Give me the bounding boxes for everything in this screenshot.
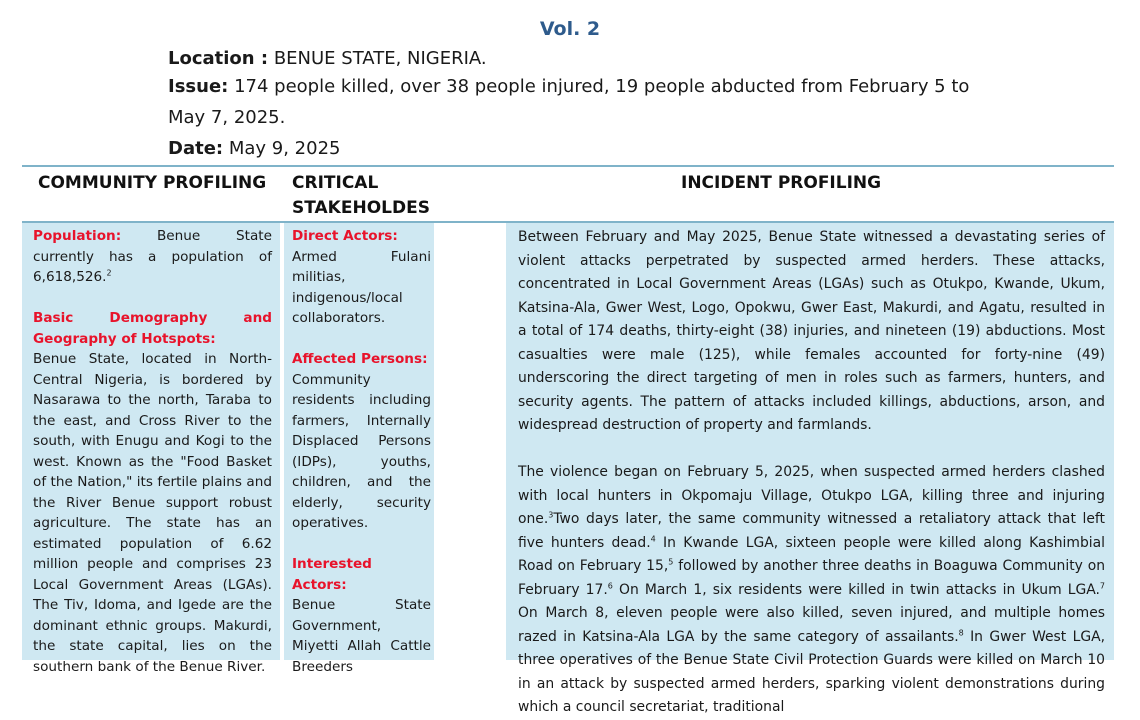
community-profiling-cell [33,226,272,677]
interested-actors-text: Benue State Government, Miyetti Allah Cattle Breeders [292,597,431,675]
footnote-ref: 6 [607,580,613,590]
volume-label: Vol. 2 [539,18,601,40]
date-line [168,134,340,164]
issue-text-line1: 174 people killed, over 38 people injured, 19 people abducted from February 5 to [234,76,970,97]
issue-text-line2: May 7, 2025. [168,107,286,128]
footnote-ref: 2 [106,268,112,278]
direct-actors-text: Armed Fulani militias, indigenous/local collaborators. [292,248,431,326]
footnote-ref: 5 [668,557,674,567]
incident-paragraph-1: Between February and May 2025, Benue State witnessed a devastating series of violent attacks perpetrated by suspected armed herders. These attacks, concentrated in Local Government Areas (LGAs) such as Otukpo, Kwande, Ukum, Katsina-Ala, Gwer West, Logo, Opokwu, Gwer East, Makurdi, and Agatu, resulted in a total of 174 deaths, thirty-eight (38) injuries, and nineteen (19) abductions. Most casualties were male (125), while females accounted for forty-nine (49) underscoring the direct targeting of men in roles such as farmers, hunters, and security agents. The pattern of attacks included killings, abductions, arson, and widespread destruction of property and farmlands. [518,229,1105,433]
issue-label: Issue: [168,76,229,97]
location-value: BENUE STATE, NIGERIA. [273,48,487,69]
interested-actors-label: Interested Actors: [292,556,372,593]
affected-persons-text: Community residents including farmers, Internally Displaced Persons (IDPs), youths, children, and the elderly, security operatives. [292,371,431,531]
incident-profiling-cell [518,226,1105,720]
location-label: Location : [168,48,269,69]
demography-heading: Basic Demography and Geography of Hotspots: [33,310,272,347]
table-top-rule [22,165,1114,167]
column-header-community: COMMUNITY PROFILING [38,173,267,193]
population-text: Benue State currently has a population of 6,618,526. [33,228,273,285]
demography-text: Benue State, located in North-Central Nigeria, is bordered by Nasarawa to the north, Taraba to the east, and Cross River to the south, with Enugu and Kogi to the west. Known as the "Food Basket of the Nation," its fertile plains and the River Benue support robust agriculture. The state has an estimated population of 6.62 million people and comprises 23 Local Government Areas (LGAs). The Tiv, Idoma, and Igede are the dominant ethnic groups. Makurdi, the state capital, lies on the southern bank of the Benue River. [33,351,272,675]
issue-line [168,72,969,102]
footnote-ref: 8 [958,627,964,637]
footnote-ref: 3 [548,510,554,520]
column-header-incident: INCIDENT PROFILING [681,173,882,193]
population-label: Population: [33,228,122,244]
footnote-ref: 4 [650,533,656,543]
direct-actors-label: Direct Actors: [292,228,398,244]
affected-persons-label: Affected Persons: [292,351,428,367]
date-label: Date: [168,138,224,159]
incident-paragraph-2: The violence began on February 5, 2025, when suspected armed herders clashed with local hunters in Okpomaju Village, Otukpo LGA, killing three and injuring one.$^3$Two days later, the same community witnessed a retaliatory attack that left five hunters dead.$^4$ In Kwande LGA, sixteen people were killed along Kashimbial Road on February 15,$^5$ followed by another three deaths in Boaguwa Community on February 17.$^6$ On March 1, six residents were killed in twin attacks in Ukum LGA.$^7$ On March 8, eleven people were also killed, seven injured, and multiple homes razed in Katsina-Ala LGA by the same category of assailants.$^8$ In Gwer West LGA, three operatives of the Benue State Civil Protection Guards were killed on March 10 in an attack by suspected armed herders, sparking violent demonstrations during which a council secretariat, traditional [518,464,1106,715]
date-value: May 9, 2025 [228,138,341,159]
column-header-stakeholders: CRITICAL STAKEHOLDES [292,173,430,218]
location-line [168,44,487,74]
footnote-ref: 7 [1099,580,1106,590]
population-paragraph [33,226,272,288]
stakeholders-cell [292,226,431,677]
